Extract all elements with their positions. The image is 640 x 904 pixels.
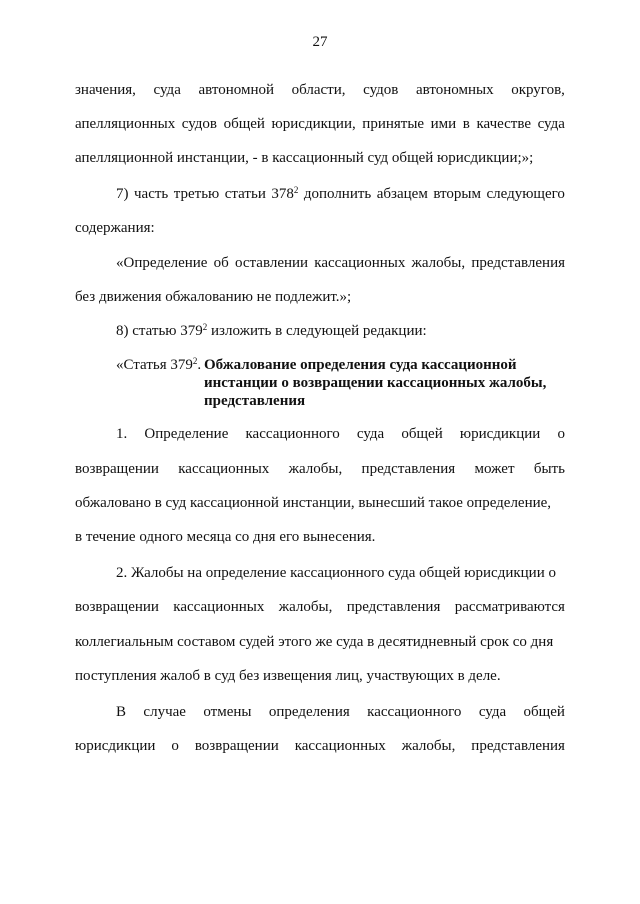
word: следующего	[486, 186, 565, 202]
word: судов	[363, 82, 399, 98]
word: случае	[143, 704, 186, 720]
word: рассматриваются	[454, 599, 565, 615]
word: области,	[291, 82, 346, 98]
word: принятые	[362, 116, 425, 132]
word: возвращении	[75, 599, 159, 615]
word: общей	[401, 426, 443, 442]
word: общей	[223, 116, 265, 132]
text-line: 8) статью $379^2$ изложить в следующей редакции:	[116, 322, 427, 339]
word: юрисдикции	[75, 738, 156, 754]
word: возвращении	[75, 461, 159, 477]
word: качестве	[476, 116, 532, 132]
article-title-line: инстанции о возвращении кассационных жалобы,	[204, 375, 547, 391]
text-line	[116, 702, 565, 722]
word: оставлении	[235, 255, 309, 271]
page-number: 27	[312, 34, 328, 50]
word: кассационного	[367, 704, 462, 720]
word: жалобы,	[288, 461, 343, 477]
word: дополнить	[303, 186, 372, 202]
word: суда	[478, 704, 507, 720]
word: автономных	[416, 82, 494, 98]
word: представления	[471, 738, 565, 754]
text-line	[75, 597, 565, 617]
text-line: апелляционной инстанции, - в кассационный суд общей юрисдикции;»;	[75, 150, 534, 166]
word: представления	[471, 255, 565, 271]
word: об	[213, 255, 229, 271]
text-line	[116, 424, 565, 444]
word: суда	[537, 116, 565, 132]
word: абзацем	[376, 186, 428, 202]
word: кассационных	[178, 461, 270, 477]
text-line: содержания:	[75, 220, 155, 236]
text-line	[75, 459, 565, 479]
text-line	[116, 184, 565, 204]
text-line: коллегиальным составом судей этого же суда в десятидневный срок со дня	[75, 634, 554, 650]
text-line: в течение одного месяца со дня его вынесения.	[75, 529, 376, 545]
word: третью	[173, 186, 220, 202]
word: В	[116, 704, 127, 720]
word: 1.	[116, 426, 128, 442]
word: в	[462, 116, 470, 132]
text-line: поступления жалоб в суд без извещения лиц, участвующих в деле.	[75, 668, 501, 684]
word: юрисдикции,	[271, 116, 356, 132]
text-line	[75, 114, 565, 134]
article-title-line: представления	[204, 393, 306, 409]
word: суда	[153, 82, 181, 98]
word: автономной	[198, 82, 274, 98]
text-line	[75, 736, 565, 756]
text-line: 2. Жалобы на определение кассационного суда общей юрисдикции о	[116, 565, 556, 581]
word: юрисдикции	[459, 426, 541, 442]
word: судов	[181, 116, 218, 132]
word: ими	[430, 116, 457, 132]
word: может	[474, 461, 515, 477]
word: общей	[523, 704, 565, 720]
word: возвращении	[194, 738, 279, 754]
word: округов,	[511, 82, 565, 98]
word: о	[171, 738, 179, 754]
word: кассационного	[245, 426, 340, 442]
word: отмены	[203, 704, 252, 720]
word: 7)	[116, 186, 129, 202]
word: представления	[346, 599, 441, 615]
word: кассационных	[314, 255, 406, 271]
word: о	[557, 426, 565, 442]
word: жалобы,	[278, 599, 333, 615]
word: быть	[533, 461, 565, 477]
text-line	[75, 80, 565, 100]
text-line	[116, 253, 565, 273]
word: $378^2$	[271, 185, 299, 202]
text-line: без движения обжалованию не подлежит.»;	[75, 289, 352, 305]
word: жалобы,	[411, 255, 466, 271]
word: суда	[356, 426, 385, 442]
word: часть	[134, 186, 169, 202]
word: кассационных	[173, 599, 265, 615]
word: кассационных	[294, 738, 386, 754]
article-title	[204, 356, 564, 410]
word: апелляционных	[75, 116, 176, 132]
word: представления	[361, 461, 456, 477]
word: «Определение	[116, 255, 208, 271]
word: статьи	[224, 186, 266, 202]
article-title-line: Обжалование определения суда кассационной	[204, 357, 517, 373]
article-prefix: «Статья $379^2$.	[116, 356, 202, 373]
text-line: обжаловано в суд кассационной инстанции, вынесший такое определение,	[75, 495, 552, 511]
word: жалобы,	[401, 738, 456, 754]
word: Определение	[144, 426, 229, 442]
word: значения,	[75, 82, 136, 98]
word: определения	[268, 704, 350, 720]
word: вторым	[433, 186, 481, 202]
